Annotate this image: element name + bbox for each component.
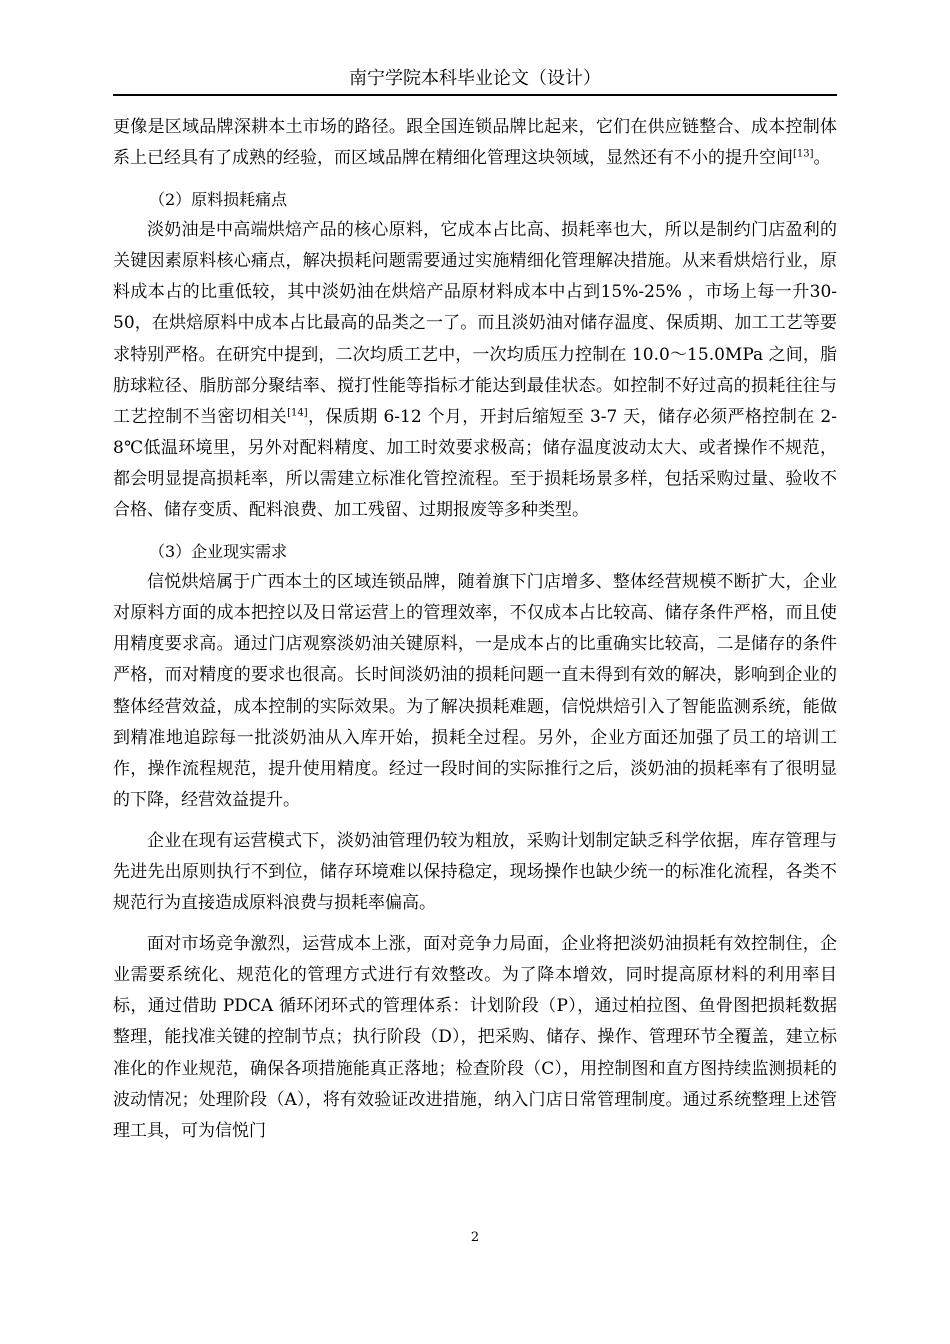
- paragraph-1: 更像是区域品牌深耕本土市场的路径。跟全国连锁品牌比起来，它们在供应链整合、成本控制体系上已经具有了成熟的经验，而区域品牌在精细化管理这块领域，显然还有不小的提升空间[13]。: [113, 117, 837, 169]
- page-footer: [0, 1230, 950, 1246]
- section-heading-3: （3）企业现实需求: [149, 542, 288, 562]
- page-header: [113, 64, 837, 96]
- paragraph-4: 企业在现有运营模式下，淡奶油管理仍较为粗放，采购计划制定缺乏科学依据，库存管理与先进先出原则执行不到位，储存环境难以保持稳定，现场操作也缺少统一的标准化流程，各类不规范行为直接造成原料浪费与损耗率偏高。: [113, 830, 837, 914]
- citation-13: [13]: [793, 148, 814, 160]
- paragraph-5: 面对市场竞争激烈，运营成本上涨，面对竞争力局面，企业将把淡奶油损耗有效控制住，企业需要系统化、规范化的管理方式进行有效整改。为了降本增效，同时提高原材料的利用率目标，通过借助 PDCA 循环闭环式的管理体系：计划阶段（P），通过柏拉图、鱼骨图把损耗数据整理，能找准关键的控制节点；执行阶段（D），把采购、储存、操作、管理环节全覆盖，建立标准化的作业规范，确保各项措施能真正落地；检查阶段（C），用控制图和直方图持续监测损耗的波动情况；处理阶段（A），将有效验证改进措施，纳入门店日常管理制度。通过系统整理上述管理工具，可为信悦门: [113, 934, 837, 1141]
- section-heading-2: （2）原料损耗痛点: [149, 190, 288, 210]
- header-title: 南宁学院本科毕业论文（设计）: [349, 68, 601, 89]
- page-number: 2: [470, 1230, 480, 1245]
- page-body: [113, 112, 837, 1157]
- citation-14: [14]: [287, 407, 308, 419]
- paragraph-2: 淡奶油是中高端烘焙产品的核心原料，它成本占比高、损耗率也大，所以是制约门店盈利的关键因素原料核心痛点，解决损耗问题需要通过实施精细化管理解决措施。从来看烘焙行业，原料成本占的比重低较，其中淡奶油在烘焙产品原材料成本中占到15%-25% ，市场上每一升30-50，在烘焙原料中成本占比最高的品类之一了。而且淡奶油对储存温度、保质期、加工工艺等要求特别严格。在研究中提到，二次均质工艺中，一次均质压力控制在 10.0～15.0MPa 之间，脂肪球粒径、脂肪部分聚结率、搅打性能等指标才能达到最佳状态。如控制不好过高的损耗往往与工艺控制不当密切相关[14]，保质期 6-12 个月，开封后缩短至 3-7 天，储存必须严格控制在 2-8℃低温环境里，另外对配料精度、加工时效要求极高；储存温度波动太大、或者操作不规范，都会明显提高损耗率，所以需建立标准化管控流程。至于损耗场景多样，包括采购过量、验收不合格、储存变质、配料浪费、加工残留、过期报废等多种类型。: [113, 220, 837, 521]
- paragraph-3: 信悦烘焙属于广西本土的区域连锁品牌，随着旗下门店增多、整体经营规模不断扩大，企业对原料方面的成本把控以及日常运营上的管理效率，不仅成本占比较高、储存条件严格，而且使用精度要求高。通过门店观察淡奶油关键原料，一是成本占的比重确实比较高，二是储存的条件严格，而对精度的要求也很高。长时间淡奶油的损耗问题一直未得到有效的解决，影响到企业的整体经营效益，成本控制的实际效果。为了解决损耗难题，信悦烘焙引入了智能监测系统，能做到精准地追踪每一批淡奶油从入库开始，损耗全过程。另外，企业方面还加强了员工的培训工作，操作流程规范，提升使用精度。经过一段时间的实际推行之后，淡奶油的损耗率有了很明显的下降，经营效益提升。: [113, 572, 837, 810]
